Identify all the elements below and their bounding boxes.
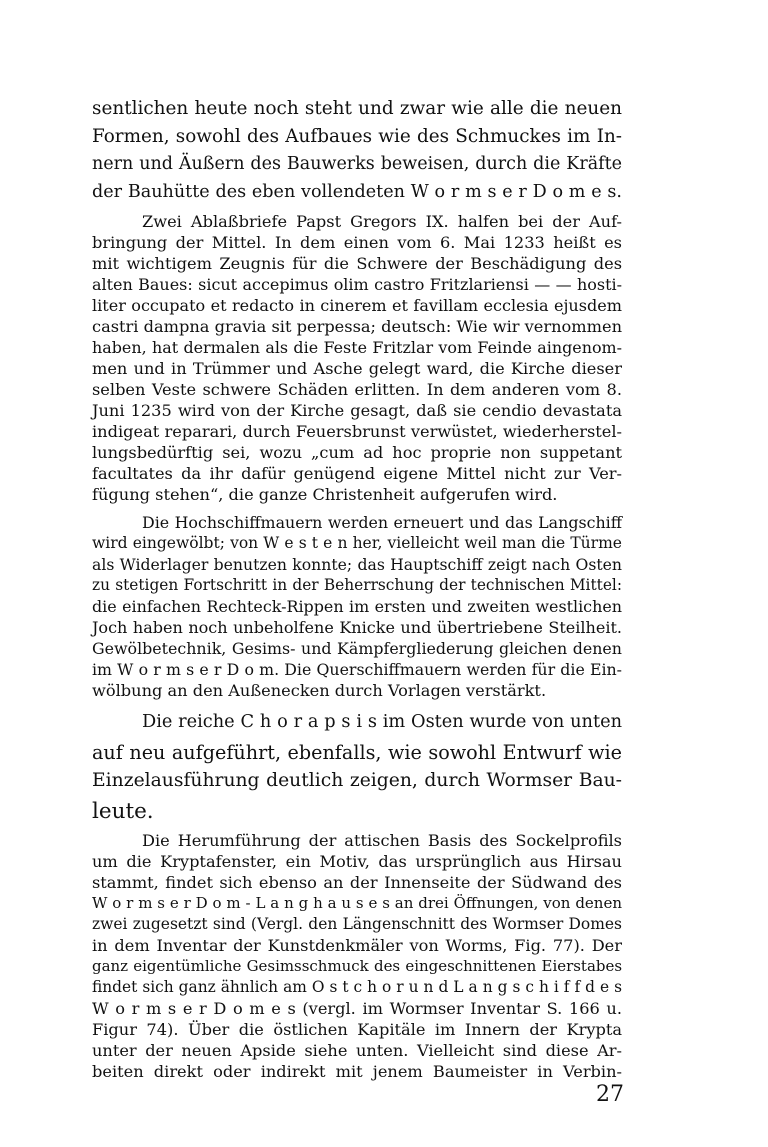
text-line: Gewölbetechnik, Gesims- und Kämpfergliederung gleichen denen <box>92 639 622 658</box>
text-line: Zwei Ablaßbriefe Papst Gregors IX. halfen bei der Auf- <box>142 212 622 231</box>
text-line: Einzelausführung deutlich zeigen, durch Wormser Bau- <box>92 770 622 791</box>
text-line: Juni 1235 wird von der Kirche gesagt, daß sie cendio devastata <box>92 401 622 420</box>
text-line: unter der neuen Apside siehe unten. Vielleicht sind diese Ar- <box>92 1041 622 1060</box>
text-line: die einfachen Rechteck-Rippen im ersten und zweiten westlichen <box>92 597 622 616</box>
text-line: Die Herumführung der attischen Basis des Sockelprofils <box>142 831 622 850</box>
text-line: liter occupato et redacto in cinerem et favillam ecclesia ejusdem <box>92 296 622 315</box>
text-line: um die Kryptafenster, ein Motiv, das ursprünglich aus Hirsau <box>92 852 622 871</box>
page-number: 27 <box>596 1082 624 1107</box>
text-line: Figur 74). Über die östlichen Kapitäle im Innern der Krypta <box>92 1020 622 1039</box>
text-line: fügung stehen“, die ganze Christenheit aufgerufen wird. <box>92 485 558 504</box>
text-line: zu stetigen Fortschritt in der Beherrschung der technischen Mittel: <box>92 576 622 594</box>
text-line: beiten direkt oder indirekt mit jenem Baumeister in Verbin- <box>92 1062 622 1081</box>
text-line: men und in Trümmer und Asche gelegt ward, die Kirche dieser <box>92 359 622 378</box>
text-line: zwei zugesetzt sind (Vergl. den Längenschnitt des Wormser Domes <box>92 915 622 933</box>
text-line: Die Hochschiffmauern werden erneuert und das Langschiff <box>142 513 622 532</box>
text-line: castri dampna gravia sit perpessa; deutsch: Wie wir vernommen <box>92 317 622 336</box>
text-line: sentlichen heute noch steht und zwar wie alle die neuen <box>92 98 622 119</box>
text-line: findet sich ganz ähnlich am O s t c h o r u n d L a n g s c h i f f d e s <box>92 978 622 996</box>
text-line: haben, hat dermalen als die Feste Fritzlar vom Feinde aingenom- <box>92 338 622 357</box>
text-line: in dem Inventar der Kunstdenkmäler von Worms, Fig. 77). Der <box>92 936 622 955</box>
text-line: selben Veste schwere Schäden erlitten. In dem anderen vom 8. <box>92 380 622 399</box>
text-line: indigeat reparari, durch Feuersbrunst verwüstet, wiederherstel- <box>92 422 622 441</box>
text-line: Formen, sowohl des Aufbaues wie des Schmuckes im In- <box>92 126 622 147</box>
text-line: alten Baues: sicut accepimus olim castro Fritzlariensi — — hosti- <box>92 275 622 294</box>
text-line: im W o r m s e r D o m. Die Querschiffmauern werden für die Ein- <box>92 660 622 679</box>
text-line: facultates da ihr dafür genügend eigene Mittel nicht zur Ver- <box>92 464 622 483</box>
text-line: ganz eigentümliche Gesimsschmuck des eingeschnittenen Eierstabes <box>92 957 622 975</box>
text-line: stammt, findet sich ebenso an der Innenseite der Südwand des <box>92 873 622 892</box>
text-line: W o r m s e r D o m e s (vergl. im Wormser Inventar S. 166 u. <box>92 999 622 1018</box>
text-line: Die reiche C h o r a p s i s im Osten wurde von unten <box>142 712 622 732</box>
text-line: leute. <box>92 799 154 824</box>
text-line: W o r m s e r D o m - L a n g h a u s e s an drei Öffnungen, von denen <box>92 894 622 912</box>
text-line: auf neu aufgeführt, ebenfalls, wie sowohl Entwurf wie <box>92 741 622 764</box>
text-line: mit wichtigem Zeugnis für die Schwere der Beschädigung des <box>92 254 622 273</box>
text-line: wird eingewölbt; von W e s t e n her, vielleicht weil man die Türme <box>92 534 622 552</box>
text-line: nern und Äußern des Bauwerks beweisen, durch die Kräfte <box>92 154 622 174</box>
text-line: als Widerlager benutzen konnte; das Hauptschiff zeigt nach Osten <box>92 555 622 574</box>
text-line: lungsbedürftig sei, wozu „cum ad hoc proprie non suppetant <box>92 443 622 462</box>
text-line: Joch haben noch unbeholfene Knicke und übertriebene Steilheit. <box>92 618 622 637</box>
text-line: der Bauhütte des eben vollendeten W o r m s e r D o m e s. <box>92 182 622 202</box>
text-line: bringung der Mittel. In dem einen vom 6. Mai 1233 heißt es <box>92 233 622 252</box>
text-line: wölbung an den Außenecken durch Vorlagen verstärkt. <box>92 681 547 700</box>
